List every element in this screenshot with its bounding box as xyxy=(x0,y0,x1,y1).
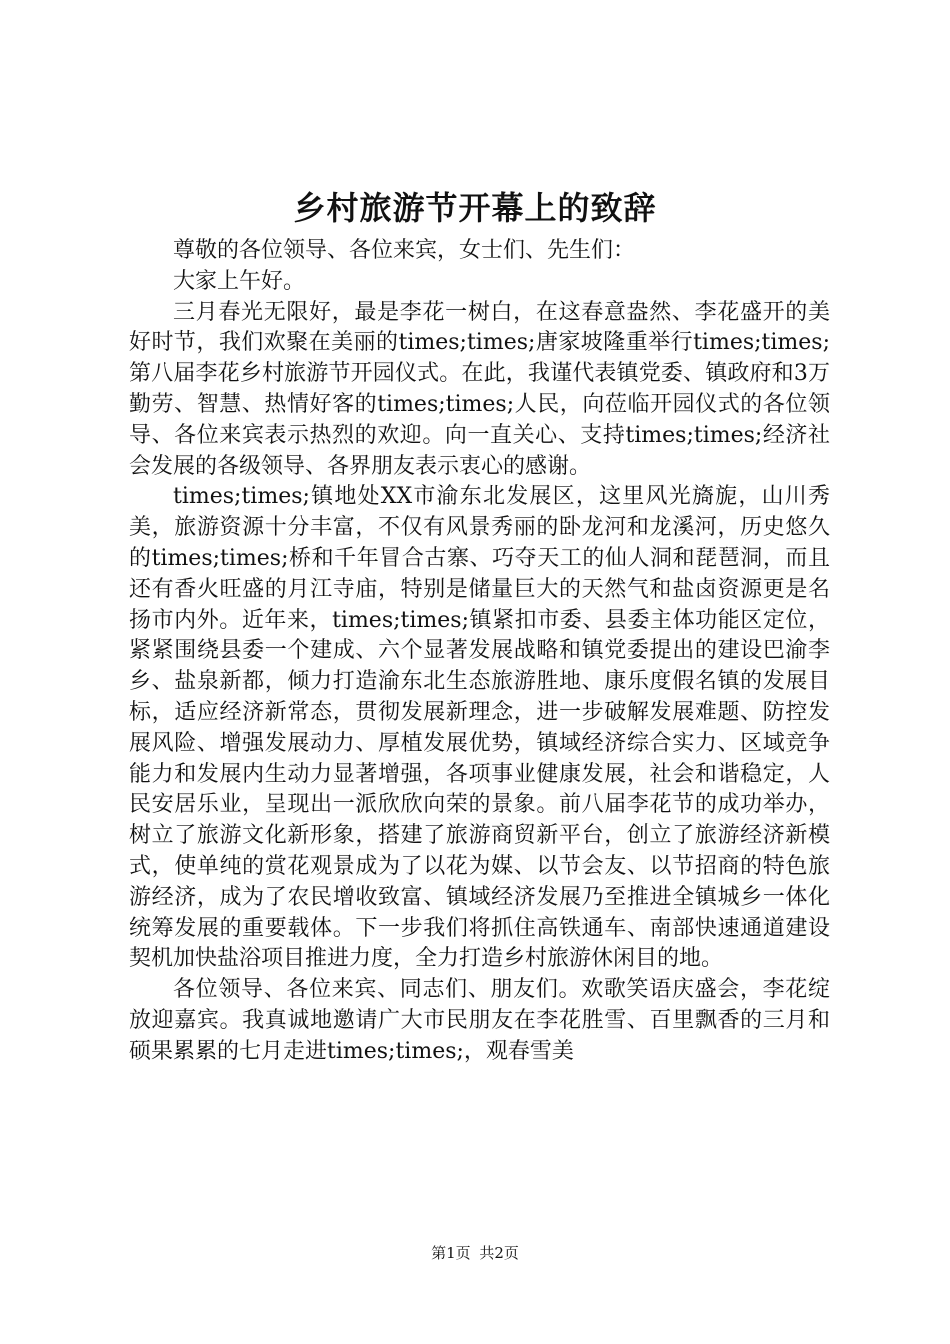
body-paragraph: 各位领导、各位来宾、同志们、朋友们。欢歌笑语庆盛会，李花绽放迎嘉宾。我真诚地邀请广大市民朋友在李花胜雪、百里飘香的三月和硕果累累的七月走进times;times;，观春雪美 xyxy=(129,977,830,1064)
page-footer xyxy=(0,1243,950,1263)
document-body xyxy=(129,236,830,1068)
document-title: 乡村旅游节开幕上的致辞 xyxy=(293,189,657,227)
salutation-paragraph: 尊敬的各位领导、各位来宾，女士们、先生们： xyxy=(173,238,636,263)
greeting-paragraph: 大家上午好。 xyxy=(173,268,306,294)
total-pages-label: 共2页 xyxy=(479,1244,519,1262)
body-paragraph: 三月春光无限好，最是李花一树白，在这春意盎然、李花盛开的美好时节，我们欢聚在美丽的times;times;唐家坡隆重举行times;times;第八届李花乡村旅游节开园仪式。在此，我谨代表镇党委、镇政府和3万勤劳、智慧、热情好客的times;times;人民，向莅临开园仪式的各位领导、各位来宾表示热烈的欢迎。向一直关心、支持times;times;经济社会发展的各级领导、各界朋友表示衷心的感谢。 xyxy=(129,299,830,479)
current-page-label: 第1页 xyxy=(431,1244,471,1262)
body-paragraph: times;times;镇地处XX市渝东北发展区，这里风光旖旎，山川秀美，旅游资源十分丰富，不仅有风景秀丽的卧龙河和龙溪河，历史悠久的times;times;桥和千年冒合古寨、巧夺天工的仙人洞和琵琶洞，而且还有香火旺盛的月江寺庙，特别是储量巨大的天然气和盐卤资源更是名扬市内外。近年来，times;times;镇紧扣市委、县委主体功能区定位，紧紧围绕县委一个建成、六个显著发展战略和镇党委提出的建设巴渝李乡、盐泉新都，倾力打造渝东北生态旅游胜地、康乐度假名镇的发展目标，适应经济新常态，贯彻发展新理念，进一步破解发展难题、防控发展风险、增强发展动力、厚植发展优势，镇域经济综合实力、区域竞争能力和发展内生动力显著增强，各项事业健康发展，社会和谐稳定，人民安居乐业，呈现出一派欣欣向荣的景象。前八届李花节的成功举办，树立了旅游文化新形象，搭建了旅游商贸新平台，创立了旅游经济新模式，使单纯的赏花观景成为了以花为媒、以节会友、以节招商的特色旅游经济，成为了农民增收致富、镇域经济发展乃至推进全镇城乡一体化统筹发展的重要载体。下一步我们将抓住高铁通车、南部快速通道建设契机加快盐浴项目推进力度，全力打造乡村旅游休闲目的地。 xyxy=(129,484,830,972)
